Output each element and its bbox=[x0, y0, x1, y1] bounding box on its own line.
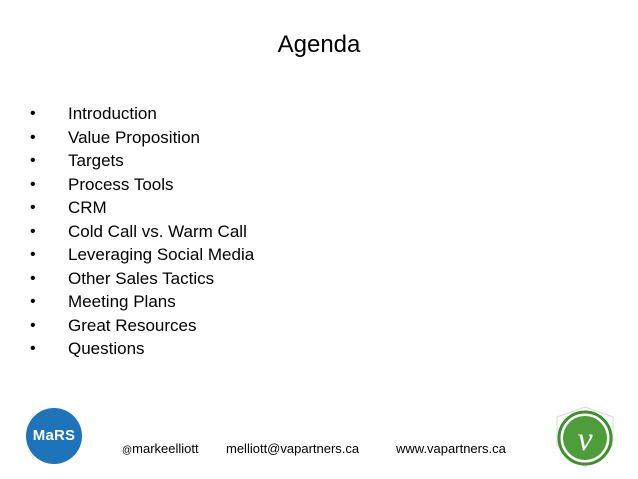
agenda-item-text: Meeting Plans bbox=[68, 292, 176, 311]
agenda-item-text: Questions bbox=[68, 339, 145, 358]
bullet-icon: • bbox=[30, 152, 36, 169]
bullet-icon: • bbox=[30, 222, 36, 240]
email-address: melliott@vapartners.ca bbox=[226, 441, 360, 456]
va-logo-letter: v bbox=[577, 421, 593, 458]
agenda-item-text: Leveraging Social Media bbox=[68, 245, 255, 264]
bullet-icon: • bbox=[30, 175, 36, 193]
slide-title: Agenda bbox=[277, 31, 361, 58]
twitter-handle bbox=[122, 441, 199, 459]
agenda-item-text: Process Tools bbox=[68, 174, 174, 194]
agenda-item-text: Other Sales Tactics bbox=[68, 268, 215, 288]
bullet-icon: • bbox=[30, 199, 36, 216]
handle-text: markeelliott bbox=[132, 441, 199, 456]
bullet-icon: • bbox=[30, 105, 36, 122]
agenda-item-text: Great Resources bbox=[68, 315, 197, 335]
bullet-icon: • bbox=[30, 340, 36, 357]
mars-logo: MaRS bbox=[26, 408, 82, 464]
agenda-item-text: Cold Call vs. Warm Call bbox=[68, 221, 247, 241]
at-symbol: @ bbox=[122, 445, 133, 456]
bullet-icon: • bbox=[30, 269, 36, 287]
agenda-item-text: Value Proposition bbox=[68, 127, 200, 147]
va-partners-logo bbox=[553, 405, 617, 469]
agenda-item-text: Introduction bbox=[68, 104, 157, 123]
bullet-icon: • bbox=[30, 293, 36, 310]
agenda-item-text: Targets bbox=[68, 151, 124, 170]
website-url: www.vapartners.ca bbox=[396, 441, 506, 456]
bullet-icon: • bbox=[30, 316, 36, 334]
agenda-item-text: CRM bbox=[68, 198, 107, 217]
bullet-icon: • bbox=[30, 128, 36, 146]
bullet-icon: • bbox=[30, 246, 36, 263]
